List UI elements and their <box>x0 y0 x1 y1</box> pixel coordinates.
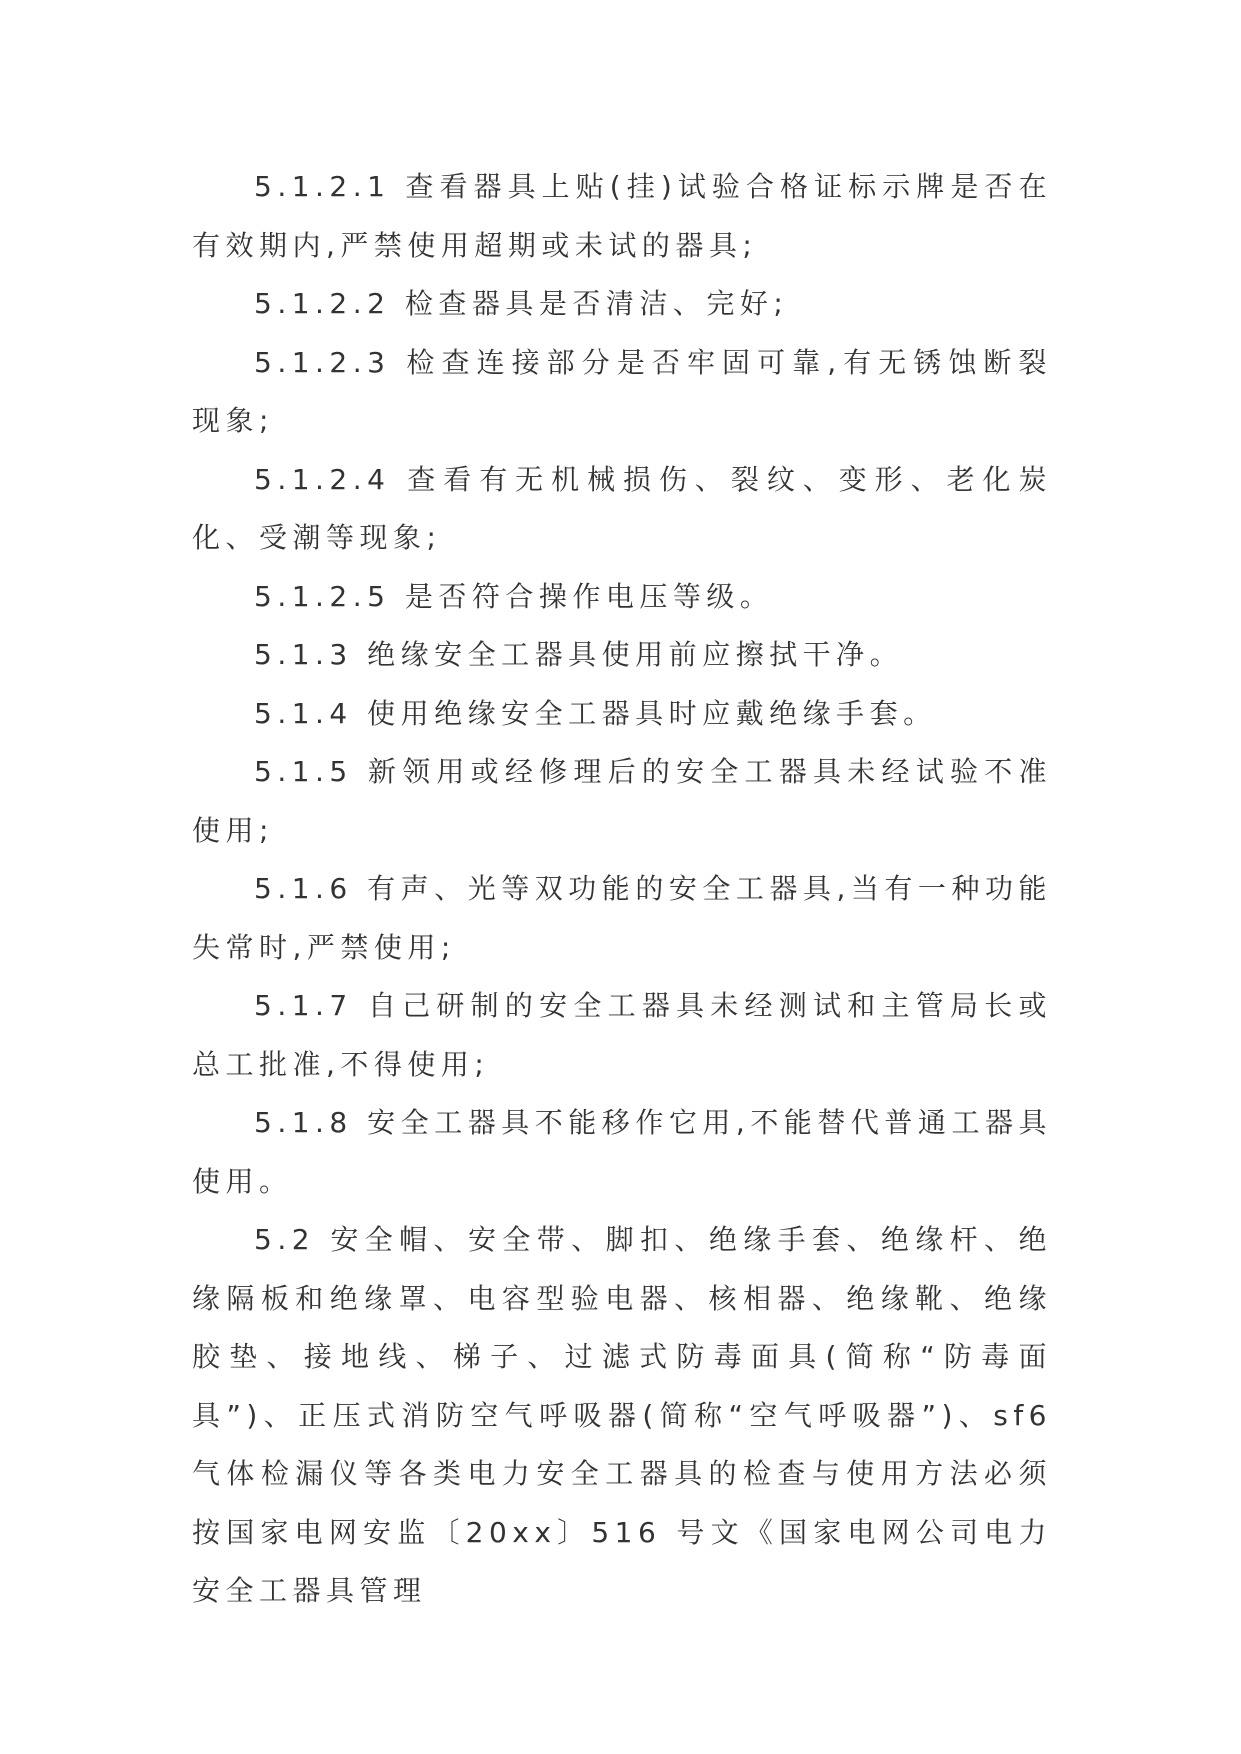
paragraph-5-1-2-1: 5.1.2.1 查看器具上贴(挂)试验合格证标示牌是否在有效期内,严禁使用超期或未试的器具; <box>192 170 1052 262</box>
paragraph-5-1-2-4: 5.1.2.4 查看有无机械损伤、裂纹、变形、老化炭化、受潮等现象; <box>192 462 1052 554</box>
paragraph-5-1-2-3: 5.1.2.3 检查连接部分是否牢固可靠,有无锈蚀断裂现象; <box>192 345 1052 437</box>
paragraph-5-1-2-5: 5.1.2.5 是否符合操作电压等级。 <box>254 579 774 613</box>
paragraph-5-1-2-2: 5.1.2.2 检查器具是否清洁、完好; <box>254 287 789 320</box>
paragraph-5-1-7: 5.1.7 自己研制的安全工器具未经测试和主管局长或总工批准,不得使用; <box>192 989 1052 1081</box>
paragraph-5-1-3: 5.1.3 绝缘安全工器具使用前应擦拭干净。 <box>254 638 904 671</box>
paragraph-5-1-8: 5.1.8 安全工器具不能移作它用,不能替代普通工器具使用。 <box>192 1106 1052 1198</box>
paragraph-5-2: 5.2 安全帽、安全带、脚扣、绝缘手套、绝缘杆、绝缘隔板和绝缘罩、电容型验电器、核相器、绝缘靴、绝缘胶垫、接地线、梯子、过滤式防毒面具(简称“防毒面具”)、正压式消防空气呼吸器(简称“空气呼吸器”)、sf6 气体检漏仪等各类电力安全工器具的检查与使用方法必须按国家电网安监〔20xx〕516 号文《国家电网公司电力安全工器具管理 <box>192 1223 1052 1607</box>
paragraph-5-1-6: 5.1.6 有声、光等双功能的安全工器具,当有一种功能失常时,严禁使用; <box>192 872 1052 964</box>
paragraph-5-1-5: 5.1.5 新领用或经修理后的安全工器具未经试验不准使用; <box>192 755 1052 847</box>
paragraph-5-1-4: 5.1.4 使用绝缘安全工器具时应戴绝缘手套。 <box>254 696 937 730</box>
document-body <box>192 158 1052 1621</box>
